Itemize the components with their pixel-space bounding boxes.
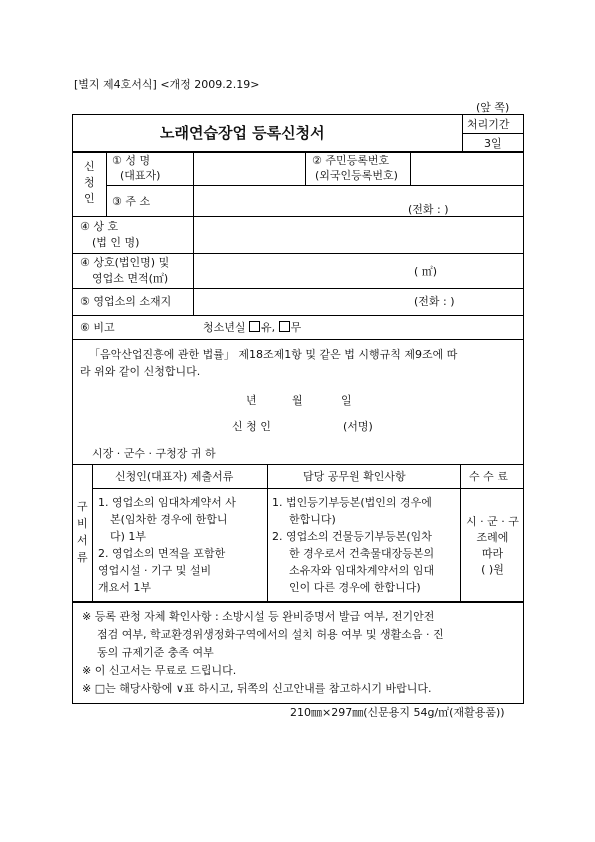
fee-line: ( )원 [481, 563, 504, 576]
option-no-label: 무 [290, 321, 302, 334]
submitted-doc-line: 본(임차한 경우에 한합니 [110, 513, 228, 526]
statement-line-2: 라 위와 같이 신청합니다. [80, 365, 201, 378]
submitted-doc-line: 영업시설 · 기구 및 설비 [98, 564, 212, 577]
option-yes-label: 유, [261, 321, 276, 334]
form-title: 노래연습장업 등록신청서 [160, 124, 325, 142]
remarks-label: ⑥ 비고 [80, 321, 115, 334]
address-label: ③ 주 소 [112, 195, 151, 208]
applicant-label-3: 인 [84, 192, 95, 205]
rrn-field[interactable] [411, 152, 523, 184]
area-unit: ( ㎡) [414, 265, 438, 278]
youth-room-label: 청소년실 [203, 321, 246, 334]
statement-line-1: 「음악산업진흥에 관한 법률」 제18조제1항 및 같은 법 시행규칙 제9조에 따 [89, 348, 458, 361]
official-check-line: 소유자와 임대차계약서의 임대 [289, 564, 435, 577]
official-check-line: 2. 영업소의 건물등기부등본(임차 [272, 530, 432, 543]
rrn-sub-label: (외국인등록번호) [315, 169, 398, 182]
paper-spec: 210㎜×297㎜(신문용지 54g/㎡(재활용품)) [290, 706, 505, 719]
checkbox-yes[interactable] [249, 321, 260, 332]
note-line: ※ □는 해당사항에 ∨표 하시고, 뒤쪽의 신고안내를 참고하시기 바랍니다. [82, 682, 432, 695]
address-phone: (전화 : ) [408, 203, 449, 216]
official-check-line: 한합니다) [289, 513, 336, 526]
area-field[interactable] [194, 254, 523, 288]
docs-side-2: 비 [77, 517, 88, 530]
location-label: ⑤ 영업소의 소재지 [80, 295, 172, 308]
official-check-line: 인이 다른 경우에 한합니다) [289, 581, 421, 594]
col-official-check-header: 담당 공무원 확인사항 [303, 470, 406, 483]
trade-name-sub: (법 인 명) [92, 236, 140, 249]
area-label: ④ 상호(법인명) 및 [80, 256, 170, 269]
docs-side-3: 서 [77, 534, 88, 547]
note-line: ※ 이 신고서는 무료로 드립니다. [82, 664, 237, 677]
col-fee-header: 수 수 료 [469, 470, 508, 483]
docs-side-4: 류 [77, 551, 88, 564]
date-year: 년 [246, 394, 257, 407]
recipient: 시장 · 군수 · 구청장 귀 하 [92, 447, 216, 460]
docs-side-1: 구 [77, 500, 88, 513]
fee-line: 따라 [481, 547, 504, 560]
page-side: (앞 쪽) [476, 101, 510, 114]
processing-period-label: 처리기간 [467, 118, 510, 131]
area-sub-label: 영업소 면적(㎡) [92, 272, 169, 285]
signature-label: (서명) [343, 420, 373, 433]
fee-line: 시 · 군 · 구 [466, 515, 519, 528]
applicant-label-2: 청 [84, 176, 95, 189]
signer-label: 신 청 인 [232, 420, 271, 433]
official-check-line: 한 경우로서 건축물대장등본의 [289, 547, 435, 560]
location-phone: (전화 : ) [414, 295, 455, 308]
note-line: ※ 등록 관청 자체 확인사항 : 소방시설 등 완비증명서 발급 여부, 전기안전 [82, 610, 435, 623]
col-submitted-docs-header: 신청인(대표자) 제출서류 [115, 470, 234, 483]
name-field[interactable] [194, 152, 304, 184]
note-line: 점검 여부, 학교환경위생정화구역에서의 설치 허용 여부 및 생활소음 · 진 [97, 628, 444, 641]
submitted-doc-line: 1. 영업소의 임대차계약서 사 [98, 496, 236, 509]
official-check-line: 1. 법인등기부등본(법인의 경우에 [272, 496, 432, 509]
date-month: 월 [292, 394, 303, 407]
submitted-doc-line: 2. 영업소의 면적을 포함한 [98, 547, 226, 560]
processing-period-value: 3일 [484, 137, 502, 150]
fee-line: 조례에 [476, 531, 509, 544]
address-field[interactable] [194, 186, 523, 215]
form-number: [별지 제4호서식] <개정 2009.2.19> [74, 78, 260, 91]
note-line: 동의 규제기준 충족 여부 [97, 646, 214, 659]
trade-name-label: ④ 상 호 [80, 220, 119, 233]
submitted-doc-line: 개요서 1부 [98, 581, 151, 594]
signature-field[interactable] [290, 416, 340, 434]
submitted-doc-line: 다) 1부 [110, 530, 147, 543]
location-field[interactable] [194, 289, 523, 315]
name-sub-label: (대표자) [120, 169, 161, 182]
remarks-options [203, 321, 301, 335]
trade-name-field[interactable] [194, 217, 523, 253]
applicant-label-1: 신 [84, 160, 95, 173]
checkbox-no[interactable] [279, 321, 290, 332]
rrn-label: ② 주민등록번호 [312, 154, 390, 167]
date-day: 일 [341, 394, 352, 407]
name-label: ① 성 명 [112, 154, 151, 167]
